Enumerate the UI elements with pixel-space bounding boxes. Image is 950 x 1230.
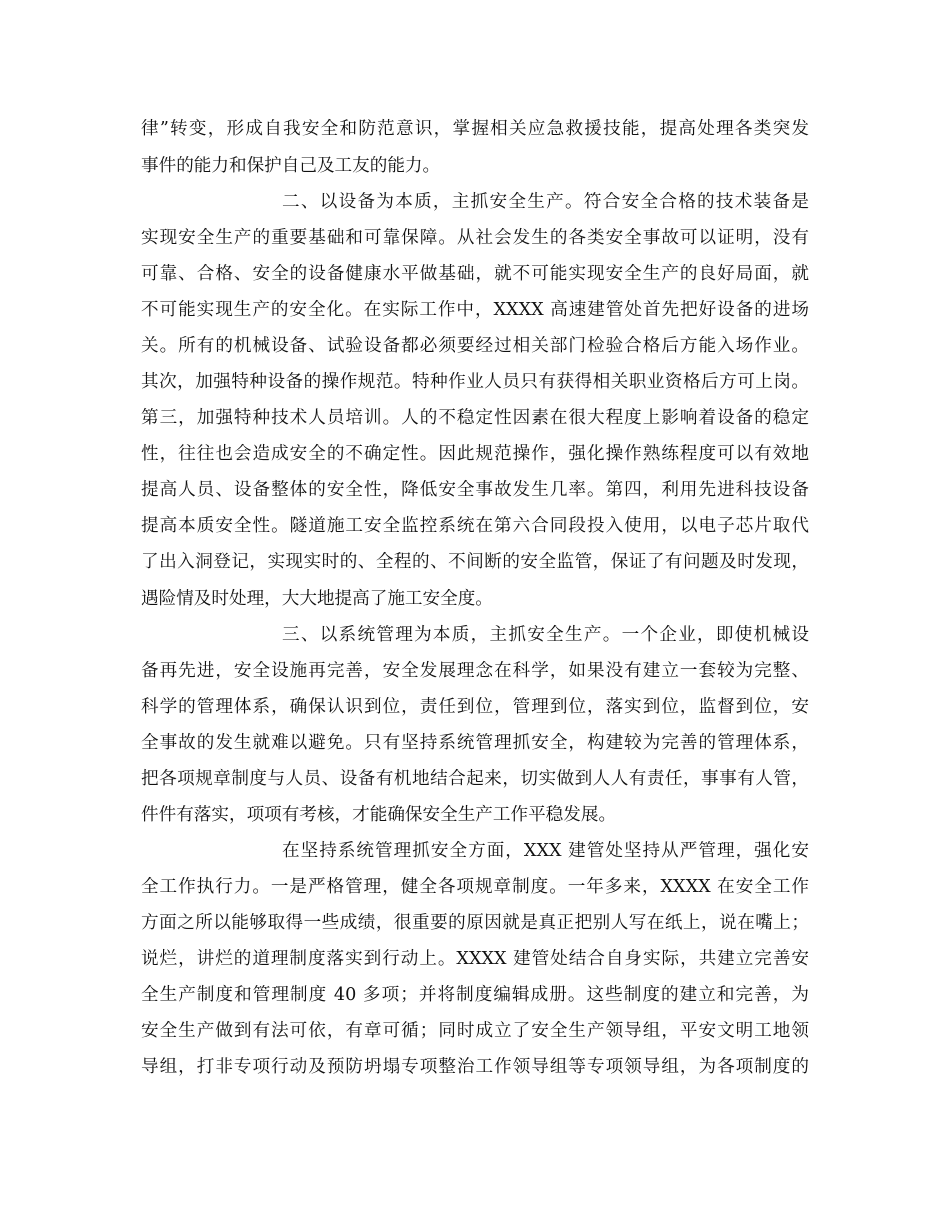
- text-line: 件件有落实，项项有考核，才能确保安全生产工作平稳发展。: [141, 805, 617, 825]
- text-line: 科学的管理体系，确保认识到位，责任到位，管理到位，落实到位，监督到位，安: [141, 697, 809, 717]
- text-line: 备再先进，安全设施再完善，安全发展理念在科学，如果没有建立一套较为完整、: [141, 661, 809, 681]
- text-line: 律”转变，形成自我安全和防范意识，掌握相关应急救援技能，提高处理各类突发: [141, 119, 809, 139]
- text-line: 事件的能力和保护自己及工友的能力。: [141, 156, 441, 176]
- section-heading-line: 二、以设备为本质，主抓安全生产。符合安全合格的技术装备是: [282, 192, 809, 212]
- text-line: 关。所有的机械设备、试验设备都必须要经过相关部门检验合格后方能入场作业。: [141, 336, 809, 356]
- text-line: 其次，加强特种设备的操作规范。特种作业人员只有获得相关职业资格后方可上岗。: [141, 372, 809, 392]
- text-line: 第三，加强特种技术人员培训。人的不稳定性因素在很大程度上影响着设备的稳定: [141, 408, 809, 428]
- text-line: 不可能实现生产的安全化。在实际工作中，XXXX 高速建管处首先把好设备的进场: [141, 300, 809, 320]
- text-line: 方面之所以能够取得一些成绩，很重要的原因就是真正把别人写在纸上，说在嘴上；: [141, 913, 809, 933]
- text-line: 实现安全生产的重要基础和可靠保障。从社会发生的各类安全事故可以证明，没有: [141, 228, 809, 248]
- text-line: 全事故的发生就难以避免。只有坚持系统管理抓安全，构建较为完善的管理体系，: [141, 733, 809, 753]
- text-line: 提高人员、设备整体的安全性，降低安全事故发生几率。第四，利用先进科技设备: [141, 480, 809, 500]
- text-line: 可靠、合格、安全的设备健康水平做基础，就不可能实现安全生产的良好局面，就: [141, 264, 809, 284]
- section-heading-line: 三、以系统管理为本质，主抓安全生产。一个企业，即使机械设: [282, 625, 809, 645]
- text-line: 导组，打非专项行动及预防坍塌专项整治工作领导组等专项领导组，为各项制度的: [141, 1057, 809, 1077]
- text-line: 性，往往也会造成安全的不确定性。因此规范操作，强化操作熟练程度可以有效地: [141, 444, 809, 464]
- text-line: 安全生产做到有法可依，有章可循；同时成立了安全生产领导组，平安文明工地领: [141, 1021, 809, 1041]
- text-line: 把各项规章制度与人员、设备有机地结合起来，切实做到人人有责任，事事有人管，: [141, 769, 809, 789]
- text-line: 提高本质安全性。隧道施工安全监控系统在第六合同段投入使用，以电子芯片取代: [141, 516, 809, 536]
- paragraph-first-line: 在坚持系统管理抓安全方面，XXX 建管处坚持从严管理，强化安: [282, 841, 809, 861]
- text-line: 全生产制度和管理制度 40 多项；并将制度编辑成册。这些制度的建立和完善，为: [141, 985, 809, 1005]
- text-line: 全工作执行力。一是严格管理，健全各项规章制度。一年多来，XXXX 在安全工作: [141, 877, 809, 897]
- text-line: 了出入洞登记，实现实时的、全程的、不间断的安全监管，保证了有问题及时发现，: [141, 552, 809, 572]
- text-line: 遇险情及时处理，大大地提高了施工安全度。: [141, 589, 493, 609]
- text-line: 说烂，讲烂的道理制度落实到行动上。XXXX 建管处结合自身实际，共建立完善安: [141, 949, 809, 969]
